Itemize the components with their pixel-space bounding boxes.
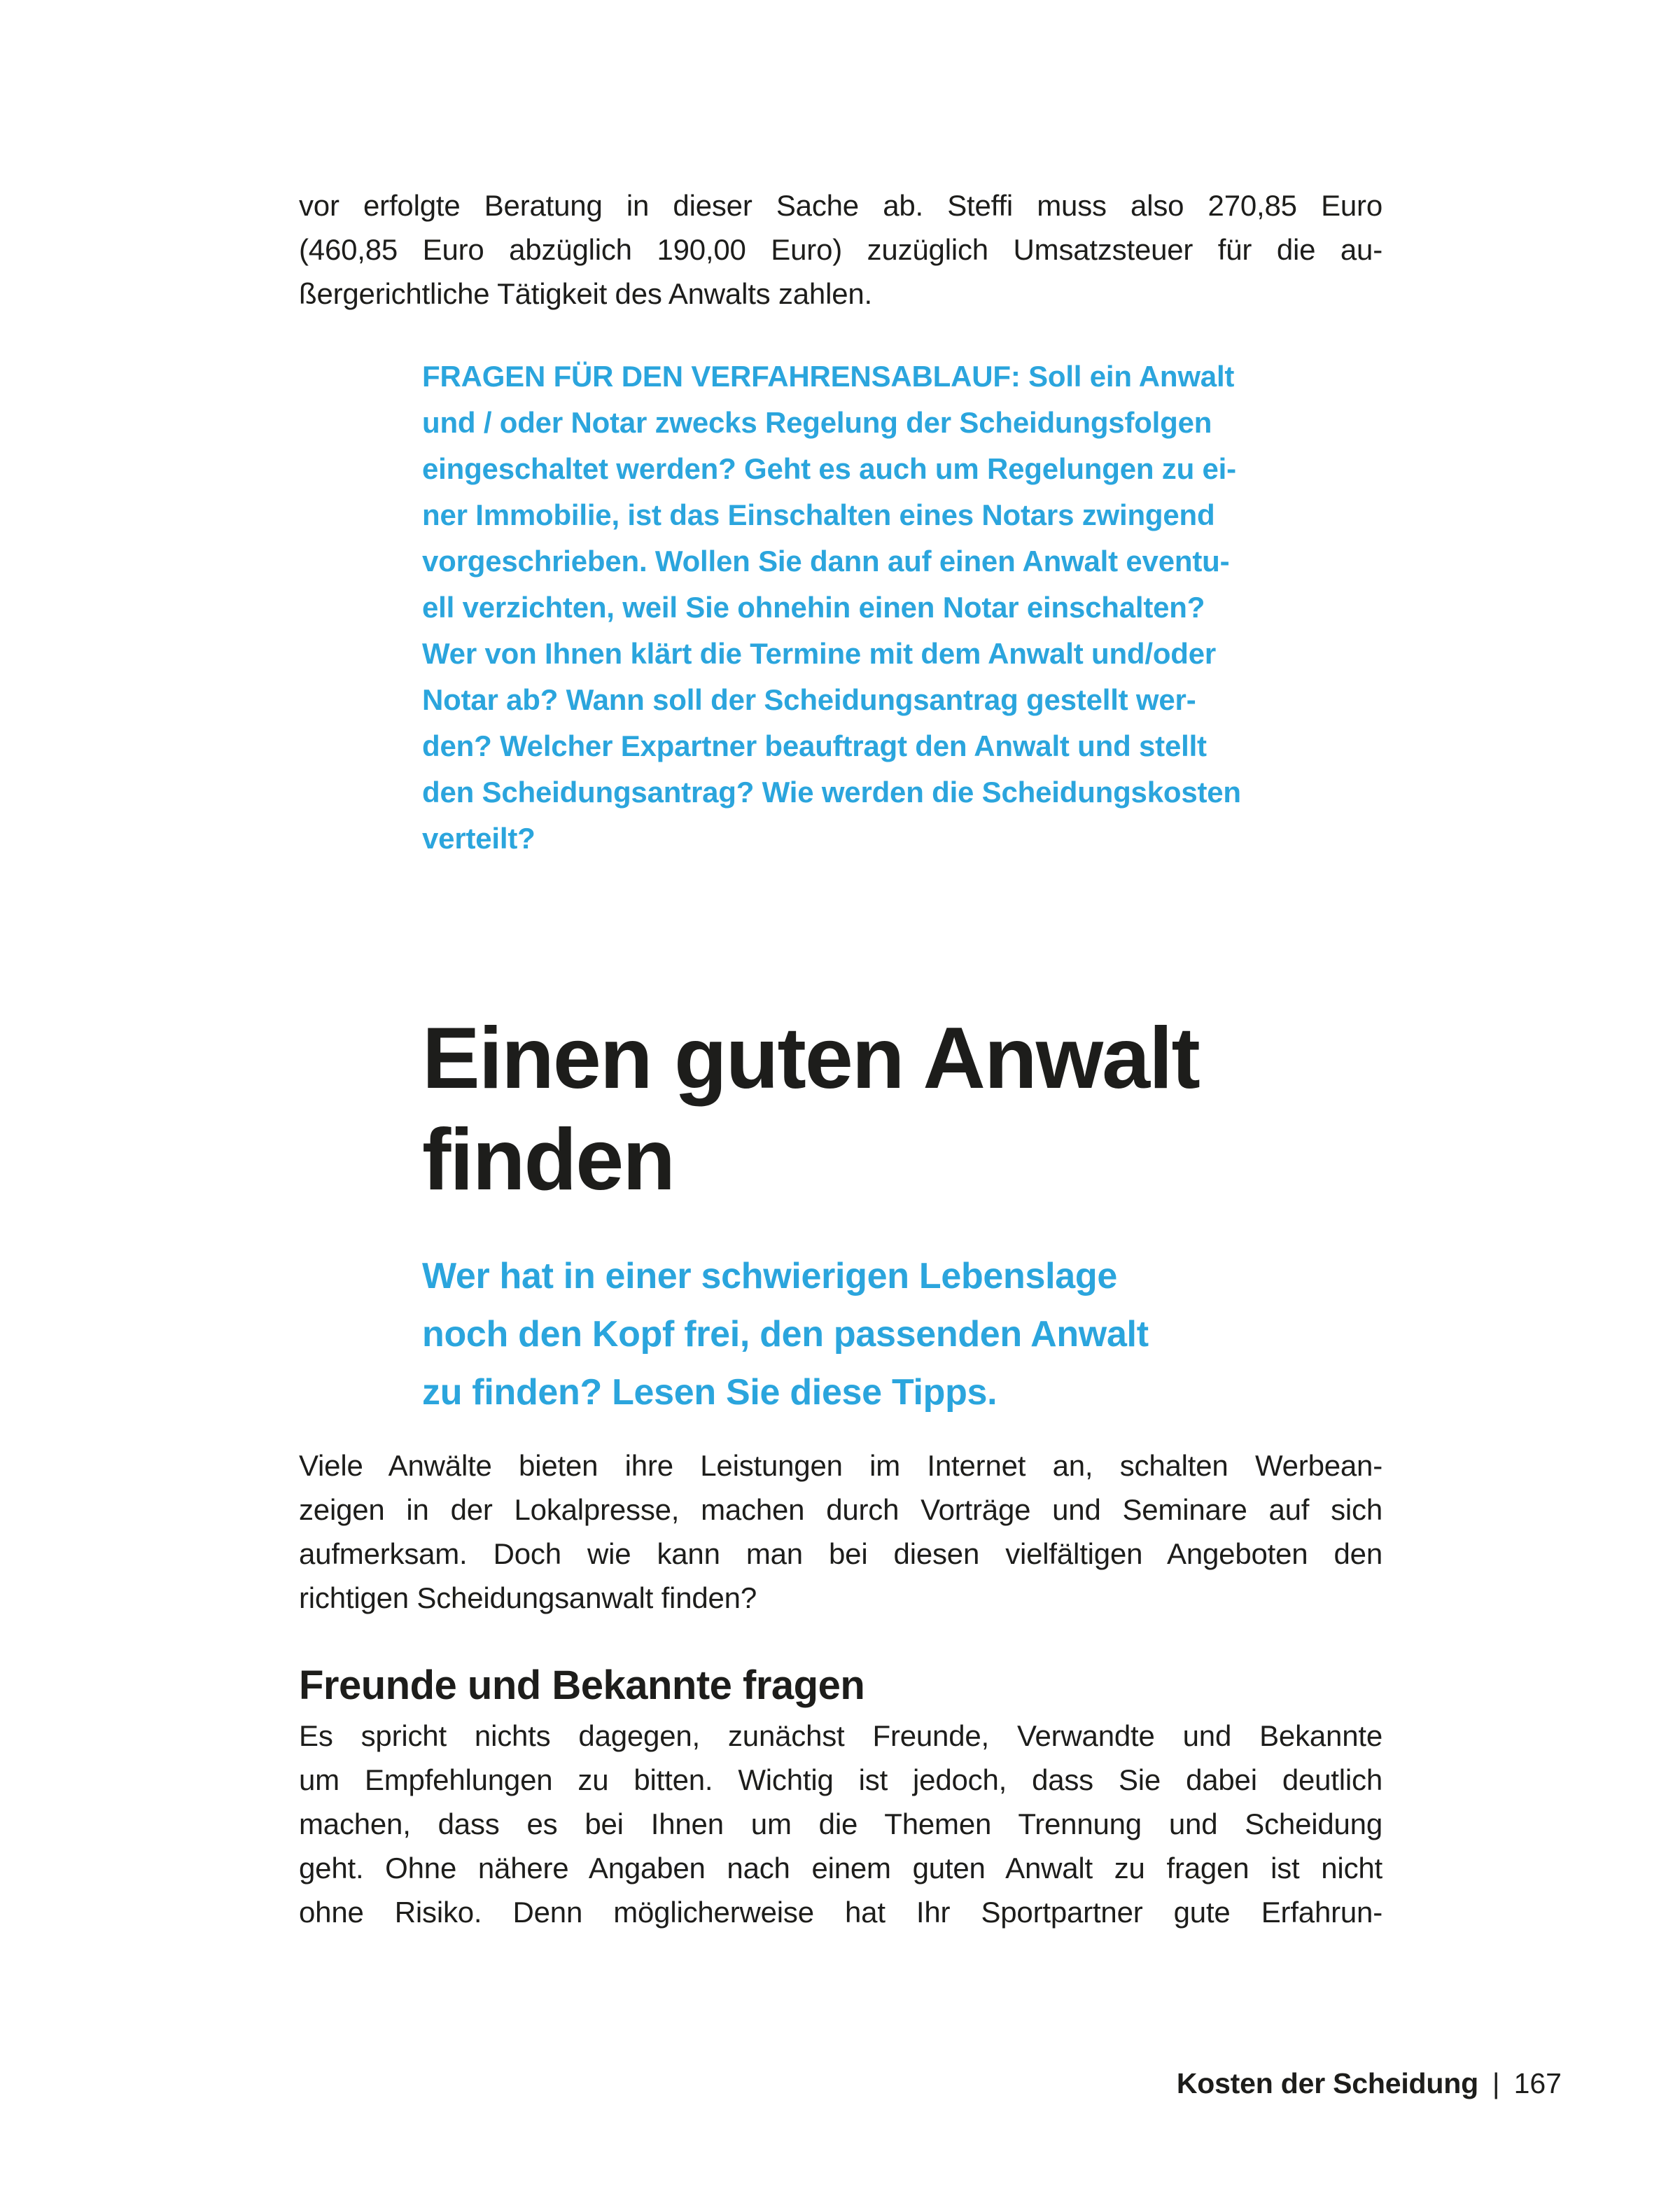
text-line: vor erfolgte Beratung in dieser Sache ab. Steffi muss also 270,85 Euro [299, 189, 1382, 222]
chapter-lead-in [422, 1247, 1416, 1422]
text-line: Notar ab? Wann soll der Scheidungsantrag gestellt wer- [422, 683, 1196, 716]
page-footer [1177, 2066, 1562, 2100]
text-line: Viele Anwälte bieten ihre Leistungen im Internet an, schalten Werbean- [299, 1449, 1382, 1482]
text-line: den? Welcher Expartner beauftragt den Anwalt und stellt [422, 729, 1207, 762]
chapter-title [422, 1008, 1382, 1211]
chapter-title-line: Einen guten Anwalt [422, 1010, 1199, 1107]
chapter-title-line: finden [422, 1112, 674, 1208]
text-line: vorgeschrieben. Wollen Sie dann auf einen Anwalt eventu- [422, 545, 1230, 578]
text-line: ell verzichten, weil Sie ohnehin einen Notar einschalten? [422, 591, 1205, 624]
text-line: FRAGEN FÜR DEN VERFAHRENSABLAUF: Soll ein Anwalt [422, 360, 1235, 393]
procedure-questions-box [422, 354, 1416, 862]
section-heading: Freunde und Bekannte fragen [299, 1663, 865, 1708]
text-line: richtigen Scheidungsanwalt finden? [299, 1581, 757, 1614]
opening-paragraph [299, 1443, 1382, 1620]
text-line: ner Immobilie, ist das Einschalten eines Notars zwingend [422, 498, 1215, 531]
text-line: aufmerksam. Doch wie kann man bei diesen vielfältigen Angeboten den [299, 1537, 1382, 1570]
text-line: Wer hat in einer schwierigen Lebenslage [422, 1256, 1117, 1296]
section-paragraph [299, 1714, 1382, 1934]
text-line: machen, dass es bei Ihnen um die Themen Trennung und Scheidung [299, 1807, 1382, 1840]
text-line: um Empfehlungen zu bitten. Wichtig ist jedoch, dass Sie dabei deutlich [299, 1763, 1382, 1796]
text-line: (460,85 Euro abzüglich 190,00 Euro) zuzüglich Umsatzsteuer für die au- [299, 233, 1382, 266]
page-number: 167 [1513, 2067, 1562, 2099]
text-line: Es spricht nichts dagegen, zunächst Freunde, Verwandte und Bekannte [299, 1719, 1382, 1752]
text-line: ßergerichtliche Tätigkeit des Anwalts zahlen. [299, 277, 872, 310]
text-line: geht. Ohne nähere Angaben nach einem guten Anwalt zu fragen ist nicht [299, 1852, 1382, 1884]
intro-paragraph [299, 183, 1382, 316]
page-content [299, 183, 1382, 1934]
text-line: Wer von Ihnen klärt die Termine mit dem Anwalt und/oder [422, 637, 1217, 670]
footer-separator: | [1492, 2067, 1500, 2099]
text-line: verteilt? [422, 822, 536, 855]
running-title: Kosten der Scheidung [1176, 2067, 1478, 2099]
text-line: noch den Kopf frei, den passenden Anwalt [422, 1314, 1149, 1355]
text-line: zu finden? Lesen Sie diese Tipps. [422, 1372, 997, 1413]
text-line: eingeschaltet werden? Geht es auch um Regelungen zu ei- [422, 452, 1236, 485]
text-line: und / oder Notar zwecks Regelung der Scheidungsfolgen [422, 406, 1212, 439]
text-line: ohne Risiko. Denn möglicherweise hat Ihr Sportpartner gute Erfahrun- [299, 1896, 1382, 1929]
text-line: den Scheidungsantrag? Wie werden die Scheidungskosten [422, 776, 1241, 809]
text-line: zeigen in der Lokalpresse, machen durch Vorträge und Seminare auf sich [299, 1493, 1382, 1526]
